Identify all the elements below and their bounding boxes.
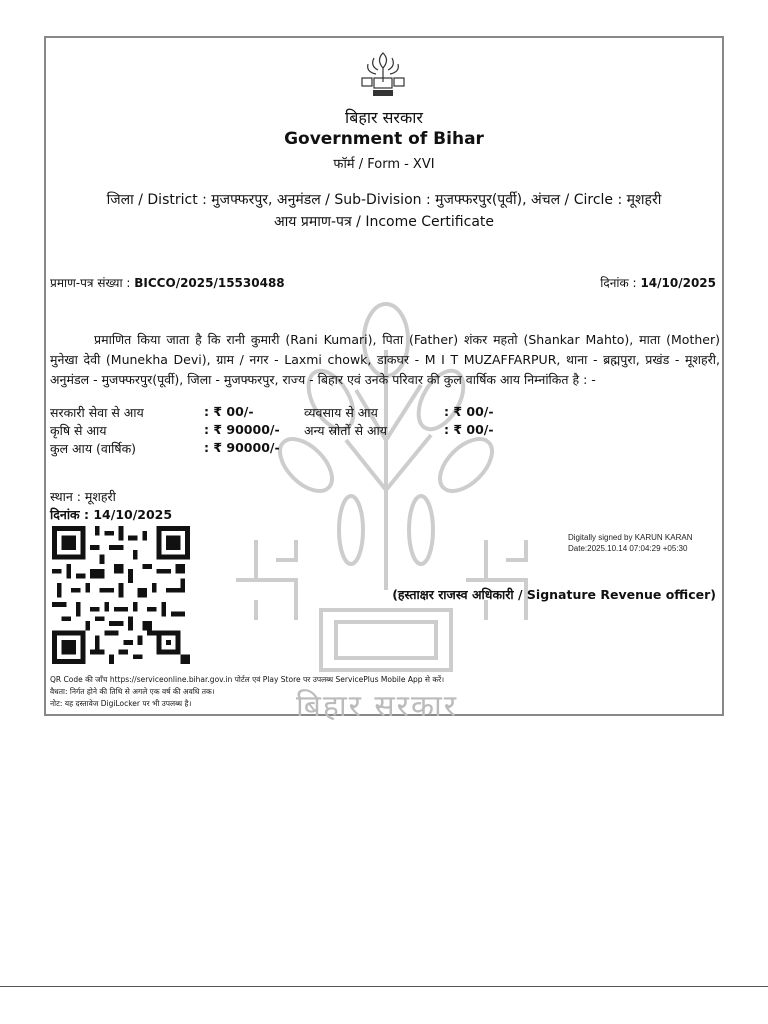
certificate-number [50,274,285,291]
certificate-number-label: प्रमाण-पत्र संख्या : [50,276,131,290]
certificate-body [50,330,720,390]
business-income-value: : ₹ 00/- [444,404,494,419]
certificate-type: आय प्रमाण-पत्र / Income Certificate [274,214,494,230]
digital-signature-line2: Date:2025.10.14 07:04:29 +05:30 [568,544,688,553]
form-number: फॉर्म / Form - XVI [333,157,435,172]
other-income-label: अन्य स्रोतों से आय [304,423,388,438]
signature-label: (हस्ताक्षर राजस्व अधिकारी / Signature Revenue officer) [392,587,716,602]
total-income-value: : ₹ 90000/- [204,440,280,455]
issue-date-value: 14/10/2025 [640,276,716,290]
govt-income-label: सरकारी सेवा से आय [50,405,144,420]
agri-income-label: कृषि से आय [50,423,107,438]
place-line: स्थान : मूशहरी [50,489,116,504]
footer-line3: नोट: यह दस्तावेज DigiLocker पर भी उपलब्ध है। [50,699,192,708]
other-income-value: : ₹ 00/- [444,422,494,437]
page-divider [0,986,768,987]
total-income-label: कुल आय (वार्षिक) [50,441,137,456]
place-date-line: दिनांक : 14/10/2025 [50,507,173,522]
digital-signature-note [568,532,693,554]
issue-date-label: दिनांक : [600,276,637,290]
certificate [44,36,724,724]
certificate-body-text: प्रमाणित किया जाता है कि रानी कुमारी (Rani Kumari), पिता (Father) शंकर महतो (Shankar Mahto), माता (Mother) मुनेखा देवी (Munekha Devi), ग्राम / नगर - Laxmi chowk, डाकघर - M I T MUZAFFARPUR, थाना - ब्रह्मपुरा, प्रखंड - मूशहरी, अनुमंडल - मुजफ्फरपुर(पूर्वी), जिला - मुजफ्फरपुर, राज्य - बिहार एवं उनके परिवार की कुल वार्षिक आय निम्नांकित है : - [50,332,720,387]
certificate-number-value: BICCO/2025/15530488 [134,276,285,290]
title-hindi: बिहार सरकार [345,108,423,127]
district-line: जिला / District : मुजफ्फरपुर, अनुमंडल / Sub-Division : मुजफ्फरपुर(पूर्वी), अंचल / Circle : मूशहरी [106,192,662,208]
digital-signature-line1: Digitally signed by KARUN KARAN [568,533,693,542]
govt-income-value: : ₹ 00/- [204,404,254,419]
footer-line2: वैधता: निर्गत होने की तिथि से अगले एक वर्ष की अवधि तक। [50,687,215,696]
business-income-label: व्यवसाय से आय [304,405,378,420]
watermark-text: बिहार सरकार [296,689,459,724]
issue-date [600,274,716,291]
title-english: Government of Bihar [284,129,484,149]
agri-income-value: : ₹ 90000/- [204,422,280,437]
footer-line1: QR Code की जाँच https://serviceonline.bihar.gov.in पोर्टल एवं Play Store पर उपलब्ध ServicePlus Mobile App से करें। [50,675,445,684]
qr-code-icon[interactable] [52,526,190,664]
bihar-seal-icon [356,48,410,98]
